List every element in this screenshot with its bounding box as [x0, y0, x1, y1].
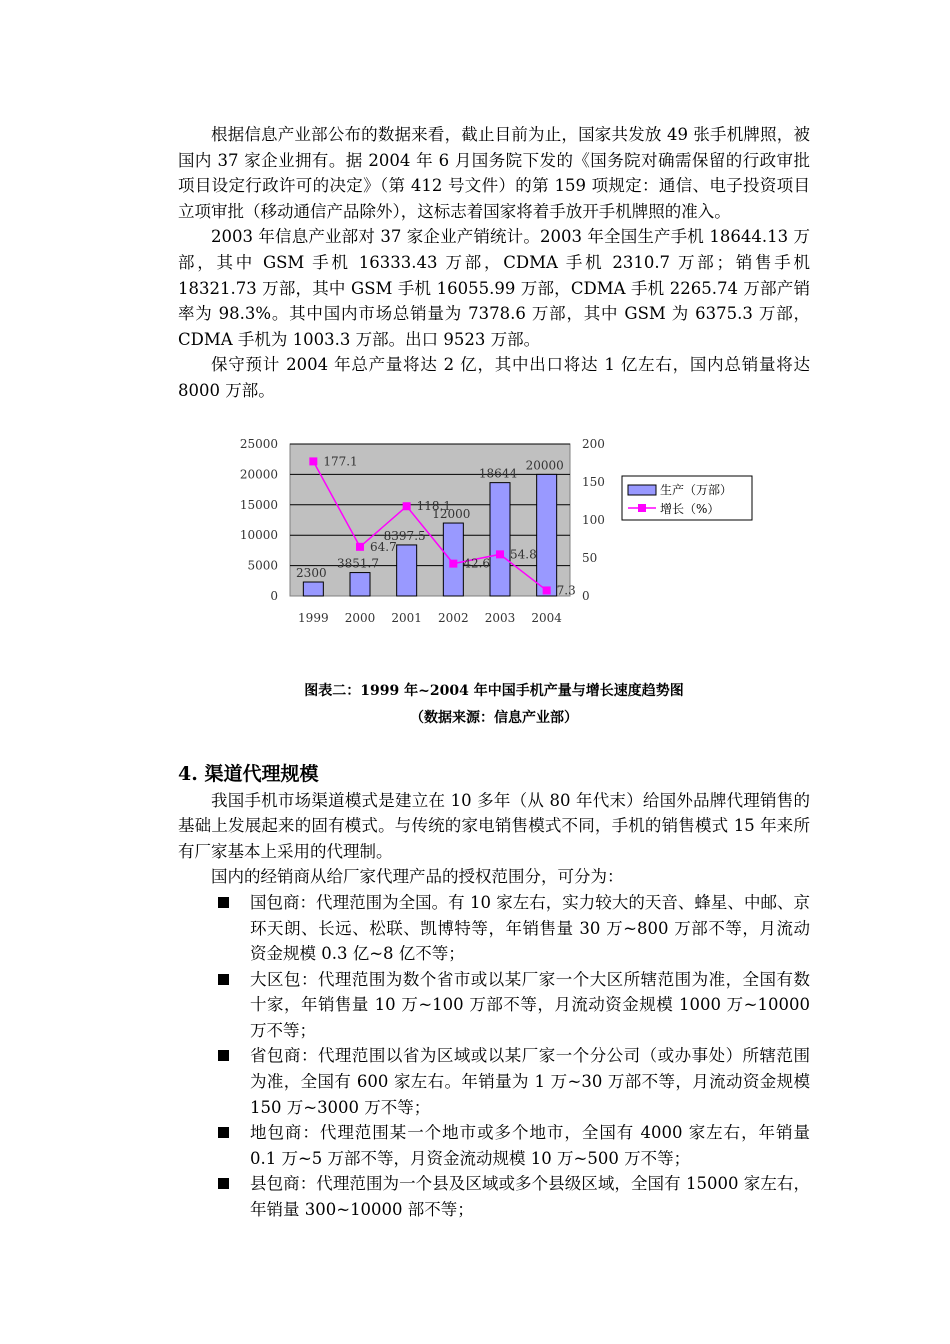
list-item — [178, 1043, 810, 1120]
growth-data-label: 42.6 — [463, 556, 491, 571]
growth-point-2002 — [449, 559, 457, 567]
growth-data-label: 118.1 — [416, 498, 452, 513]
section-heading: 4. 渠道代理规模 — [178, 762, 319, 785]
bar-2002 — [443, 523, 463, 596]
bar-2004 — [537, 474, 557, 596]
square-bullet-icon — [218, 1050, 229, 1061]
legend-marker-swatch — [638, 504, 646, 512]
growth-data-label: 54.8 — [510, 546, 537, 561]
caption-title: 图表二：1999 年~2004 年中国手机产量与增长速度趋势图 — [304, 682, 684, 699]
growth-data-label: 177.1 — [323, 453, 358, 468]
section-paragraph-2: 国内的经销商从给厂家代理产品的授权范围分，可分为： — [211, 867, 624, 887]
y-tick-label: 10000 — [239, 527, 278, 542]
x-tick-label: 2003 — [484, 610, 516, 625]
y-tick-label: 25000 — [239, 436, 278, 451]
y2-tick-label: 150 — [582, 474, 605, 489]
growth-point-2000 — [356, 542, 364, 550]
chart-caption — [178, 678, 810, 732]
list-item — [178, 967, 810, 1044]
chart-svg — [178, 414, 810, 640]
list-item-text: 省包商：代理范围以省为区域或以某厂家一个分公司（或办事处）所辖范围为准，全国有 600 家左右。年销量为 1 万~30 万部不等，月流动资金规模 150 万~3000 万不等； — [250, 1046, 810, 1117]
x-tick-label: 1999 — [298, 610, 329, 625]
list-item-text: 地包商：代理范围某一个地市或多个地市，全国有 4000 家左右，年销量 0.1 万~5 万部不等，月资金流动规模 10 万~500 万不等； — [250, 1123, 810, 1168]
y-tick-label: 20000 — [239, 466, 278, 481]
square-bullet-icon — [218, 1127, 229, 1138]
square-bullet-icon — [218, 974, 229, 985]
growth-data-label: 64.7 — [370, 539, 397, 554]
y2-tick-label: 100 — [582, 512, 605, 527]
bar-data-label: 18644 — [478, 466, 518, 481]
bar-1999 — [303, 582, 323, 596]
legend-label-growth: 增长（%） — [660, 501, 720, 516]
y2-tick-label: 200 — [582, 436, 605, 451]
intro-paragraph-3: 保守预计 2004 年总产量将达 2 亿，其中出口将达 1 亿左右，国内总销量将达 8000 万部。 — [178, 355, 810, 400]
bar-2003 — [490, 482, 510, 595]
bar-data-label: 20000 — [525, 457, 564, 472]
list-item-text: 县包商：代理范围为一个县及区域或多个县级区域，全国有 15000 家左右，年销量 300~10000 部不等； — [250, 1174, 810, 1220]
caption-source: （数据来源：信息产业部） — [410, 709, 578, 726]
y2-tick-label: 50 — [582, 550, 598, 565]
x-tick-label: 2004 — [531, 610, 562, 625]
bar-data-label: 8397.5 — [383, 528, 426, 543]
square-bullet-icon — [218, 1178, 229, 1189]
y-tick-label: 15000 — [239, 497, 278, 512]
document-page — [178, 122, 810, 1223]
square-bullet-icon — [218, 897, 229, 908]
growth-point-2004 — [543, 586, 551, 594]
y-tick-label: 5000 — [247, 558, 278, 573]
growth-data-label: 7.3 — [556, 582, 576, 597]
legend-label-production: 生产（万部） — [660, 482, 733, 497]
bar-data-label: 12000 — [432, 506, 471, 521]
growth-point-2003 — [496, 550, 504, 558]
bar-data-label: 2300 — [296, 565, 327, 580]
intro-paragraph-2: 2003 年信息产业部对 37 家企业产销统计。2003 年全国生产手机 18644.13 万部，其中 GSM 手机 16333.43 万部，CDMA 手机 2310.7 万部；销售手机 18321.73 万部，其中 GSM 手机 16055.99 万部，CDMA 手机 2265.74 万部产销率为 98.3%。其中国内市场总销量为 7378.6 万部，其中 GSM 为 6375.3 万部，CDMA 手机为 1003.3 万部。出口 9523 万部。 — [178, 227, 810, 349]
y2-tick-label: 0 — [582, 588, 590, 603]
list-item-text: 大区包：代理范围为数个省市或以某厂家一个大区所辖范围为准，全国有数十家，年销售量 10 万~100 万部不等，月流动资金规模 1000 万~10000 万不等； — [250, 969, 810, 1040]
intro-paragraph-1: 根据信息产业部公布的数据来看，截止目前为止，国家共发放 49 张手机牌照，被国内 37 家企业拥有。据 2004 年 6 月国务院下发的《国务院对确需保留的行政审批项目设定行政许可的决定》（第 412 号文件）的第 159 项规定：通信、电子投资项目立项审批（移动通信产品除外），这标志着国家将着手放开手机牌照的准入。 — [178, 125, 810, 221]
list-item — [178, 1120, 810, 1171]
list-item — [178, 890, 810, 967]
growth-point-1999 — [309, 457, 317, 465]
growth-point-2001 — [403, 502, 411, 510]
bar-data-label: 3851.7 — [337, 556, 379, 571]
bar-2001 — [397, 544, 417, 595]
x-tick-label: 2001 — [391, 610, 422, 625]
distributor-list — [178, 890, 810, 1223]
legend-bar-swatch — [628, 485, 656, 495]
production-growth-chart — [178, 414, 810, 640]
section-paragraph-1: 我国手机市场渠道模式是建立在 10 多年（从 80 年代末）给国外品牌代理销售的基础上发展起来的固有模式。与传统的家电销售模式不同，手机的销售模式 15 年来所有厂家基本上采用的代理制。 — [178, 790, 810, 861]
x-tick-label: 2002 — [438, 610, 469, 625]
x-tick-label: 2000 — [344, 610, 376, 625]
bar-2000 — [350, 572, 370, 595]
list-item-text: 国包商：代理范围为全国。有 10 家左右，实力较大的天音、蜂星、中邮、京环天朗、长远、松联、凯博特等，年销售量 30 万~800 万部不等，月流动资金规模 0.3 亿~8 亿不等； — [250, 892, 810, 964]
list-item — [178, 1171, 810, 1222]
y-tick-label: 0 — [270, 588, 278, 603]
